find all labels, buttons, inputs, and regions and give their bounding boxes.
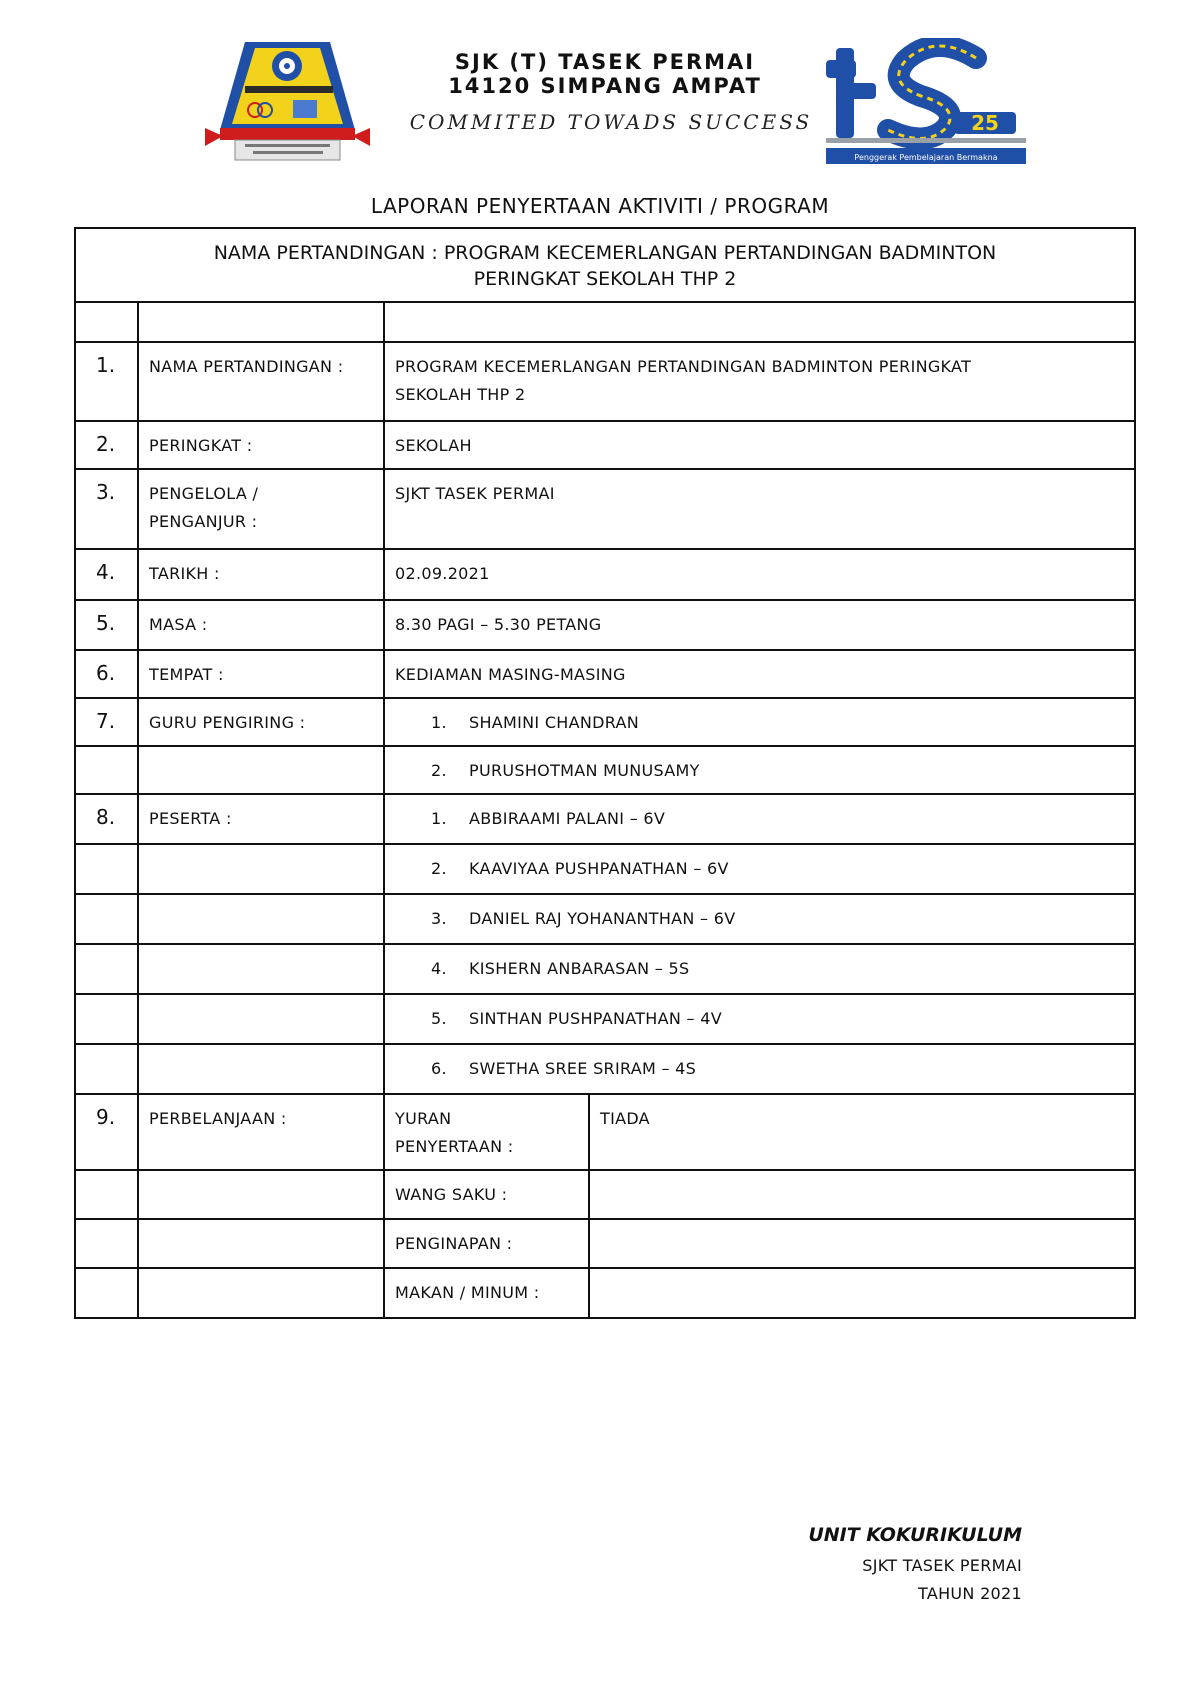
footer-school: SJKT TASEK PERMAI bbox=[862, 1556, 1022, 1575]
row-number: 7. bbox=[75, 698, 138, 746]
empty-cell bbox=[138, 944, 384, 994]
row-number: 8. bbox=[75, 794, 138, 844]
expense-label: PENGINAPAN : bbox=[384, 1219, 589, 1268]
list-item bbox=[384, 844, 1135, 894]
expense-value bbox=[589, 1268, 1135, 1318]
table-row bbox=[75, 844, 1135, 894]
empty-cell bbox=[75, 1219, 138, 1268]
row-number: 9. bbox=[75, 1094, 138, 1170]
empty-cell bbox=[138, 1170, 384, 1219]
ts25-number: 25 bbox=[971, 111, 999, 135]
list-item bbox=[384, 994, 1135, 1044]
table-row bbox=[75, 1044, 1135, 1094]
empty-cell bbox=[138, 1268, 384, 1318]
expense-label: MAKAN / MINUM : bbox=[384, 1268, 589, 1318]
participant-name: KISHERN ANBARASAN – 5S bbox=[469, 959, 690, 978]
school-motto: COMMITED TOWADS SUCCESS bbox=[409, 110, 813, 134]
participant-name: SWETHA SREE SRIRAM – 4S bbox=[469, 1059, 697, 1078]
school-name bbox=[380, 50, 830, 98]
row-value: SJKT TASEK PERMAI bbox=[384, 469, 1135, 549]
label-line: PENYERTAAN : bbox=[395, 1137, 514, 1156]
row-label: TEMPAT : bbox=[138, 650, 384, 698]
table-row bbox=[75, 469, 1135, 549]
list-item bbox=[384, 794, 1135, 844]
row-value: 8.30 PAGI – 5.30 PETANG bbox=[384, 600, 1135, 650]
row-label: MASA : bbox=[138, 600, 384, 650]
expense-value: TIADA bbox=[589, 1094, 1135, 1170]
list-number: 3. bbox=[431, 909, 447, 928]
empty-cell bbox=[75, 844, 138, 894]
empty-cell bbox=[138, 302, 384, 342]
row-number: 3. bbox=[75, 469, 138, 549]
value-line: PROGRAM KECEMERLANGAN PERTANDINGAN BADMINTON PERINGKAT bbox=[395, 357, 972, 376]
empty-row bbox=[75, 302, 1135, 342]
table-row bbox=[75, 944, 1135, 994]
empty-cell bbox=[138, 994, 384, 1044]
banner-line2: PERINGKAT SEKOLAH THP 2 bbox=[473, 268, 737, 290]
empty-cell bbox=[138, 844, 384, 894]
list-number: 1. bbox=[431, 809, 447, 828]
empty-cell bbox=[75, 894, 138, 944]
empty-cell bbox=[75, 994, 138, 1044]
banner-line1: NAMA PERTANDINGAN : PROGRAM KECEMERLANGAN PERTANDINGAN BADMINTON bbox=[213, 242, 997, 264]
list-item bbox=[384, 746, 1135, 794]
list-number: 1. bbox=[431, 713, 447, 732]
list-number: 6. bbox=[431, 1059, 447, 1078]
expense-value bbox=[589, 1170, 1135, 1219]
table-row bbox=[75, 746, 1135, 794]
banner-row bbox=[75, 228, 1135, 302]
table-row bbox=[75, 994, 1135, 1044]
table-row bbox=[75, 1268, 1135, 1318]
row-label: TARIKH : bbox=[138, 549, 384, 600]
empty-cell bbox=[75, 1044, 138, 1094]
row-number: 4. bbox=[75, 549, 138, 600]
document-title: LAPORAN PENYERTAAN AKTIVITI / PROGRAM bbox=[370, 194, 830, 218]
participant-name: KAAVIYAA PUSHPANATHAN – 6V bbox=[469, 859, 729, 878]
teacher-name: PURUSHOTMAN MUNUSAMY bbox=[469, 761, 700, 780]
participant-name: SINTHAN PUSHPANATHAN – 4V bbox=[469, 1009, 722, 1028]
table-row bbox=[75, 794, 1135, 844]
empty-cell bbox=[75, 746, 138, 794]
school-crest-logo bbox=[205, 40, 370, 165]
empty-cell bbox=[138, 746, 384, 794]
empty-cell bbox=[75, 1268, 138, 1318]
row-number: 5. bbox=[75, 600, 138, 650]
empty-cell bbox=[75, 1170, 138, 1219]
empty-cell bbox=[384, 302, 1135, 342]
row-value: KEDIAMAN MASING-MASING bbox=[384, 650, 1135, 698]
row-value bbox=[384, 342, 1135, 421]
row-label: PERINGKAT : bbox=[138, 421, 384, 469]
list-number: 4. bbox=[431, 959, 447, 978]
unit-name: UNIT KOKURIKULUM bbox=[808, 1524, 1022, 1546]
row-label bbox=[138, 469, 384, 549]
empty-cell bbox=[138, 1219, 384, 1268]
table-row bbox=[75, 600, 1135, 650]
row-number: 6. bbox=[75, 650, 138, 698]
school-address-line: 14120 SIMPANG AMPAT bbox=[448, 74, 762, 98]
ts25-logo bbox=[826, 38, 1026, 168]
table-row bbox=[75, 421, 1135, 469]
participant-name: DANIEL RAJ YOHANANTHAN – 6V bbox=[469, 909, 736, 928]
report-table bbox=[74, 227, 1136, 1319]
competition-banner bbox=[75, 228, 1135, 302]
empty-cell bbox=[138, 894, 384, 944]
list-number: 2. bbox=[431, 761, 447, 780]
ts25-caption: Penggerak Pembelajaran Bermakna bbox=[854, 153, 998, 162]
table-row bbox=[75, 1170, 1135, 1219]
list-item bbox=[384, 944, 1135, 994]
table-row bbox=[75, 549, 1135, 600]
empty-cell bbox=[75, 302, 138, 342]
row-label: NAMA PERTANDINGAN : bbox=[138, 342, 384, 421]
row-label: GURU PENGIRING : bbox=[138, 698, 384, 746]
table-row bbox=[75, 1094, 1135, 1170]
label-line: PENGELOLA / bbox=[149, 484, 259, 503]
footer-year: TAHUN 2021 bbox=[918, 1584, 1022, 1603]
expense-value bbox=[589, 1219, 1135, 1268]
row-number: 1. bbox=[75, 342, 138, 421]
participant-name: ABBIRAAMI PALANI – 6V bbox=[469, 809, 666, 828]
row-label: PERBELANJAAN : bbox=[138, 1094, 384, 1170]
list-number: 5. bbox=[431, 1009, 447, 1028]
row-label: PESERTA : bbox=[138, 794, 384, 844]
school-name-line1: SJK (T) TASEK PERMAI bbox=[454, 50, 756, 74]
row-value: SEKOLAH bbox=[384, 421, 1135, 469]
value-line: SEKOLAH THP 2 bbox=[395, 385, 526, 404]
empty-cell bbox=[75, 944, 138, 994]
row-number: 2. bbox=[75, 421, 138, 469]
expense-label bbox=[384, 1094, 589, 1170]
empty-cell bbox=[138, 1044, 384, 1094]
table-row bbox=[75, 1219, 1135, 1268]
label-line: YURAN bbox=[395, 1109, 452, 1128]
row-value: 02.09.2021 bbox=[384, 549, 1135, 600]
table-row bbox=[75, 894, 1135, 944]
footer-signature bbox=[808, 1524, 1022, 1608]
table-row bbox=[75, 342, 1135, 421]
expense-label: WANG SAKU : bbox=[384, 1170, 589, 1219]
list-item bbox=[384, 894, 1135, 944]
list-item bbox=[384, 698, 1135, 746]
list-item bbox=[384, 1044, 1135, 1094]
table-row bbox=[75, 650, 1135, 698]
label-line: PENGANJUR : bbox=[149, 512, 258, 531]
table-row bbox=[75, 698, 1135, 746]
list-number: 2. bbox=[431, 859, 447, 878]
teacher-name: SHAMINI CHANDRAN bbox=[469, 713, 640, 732]
